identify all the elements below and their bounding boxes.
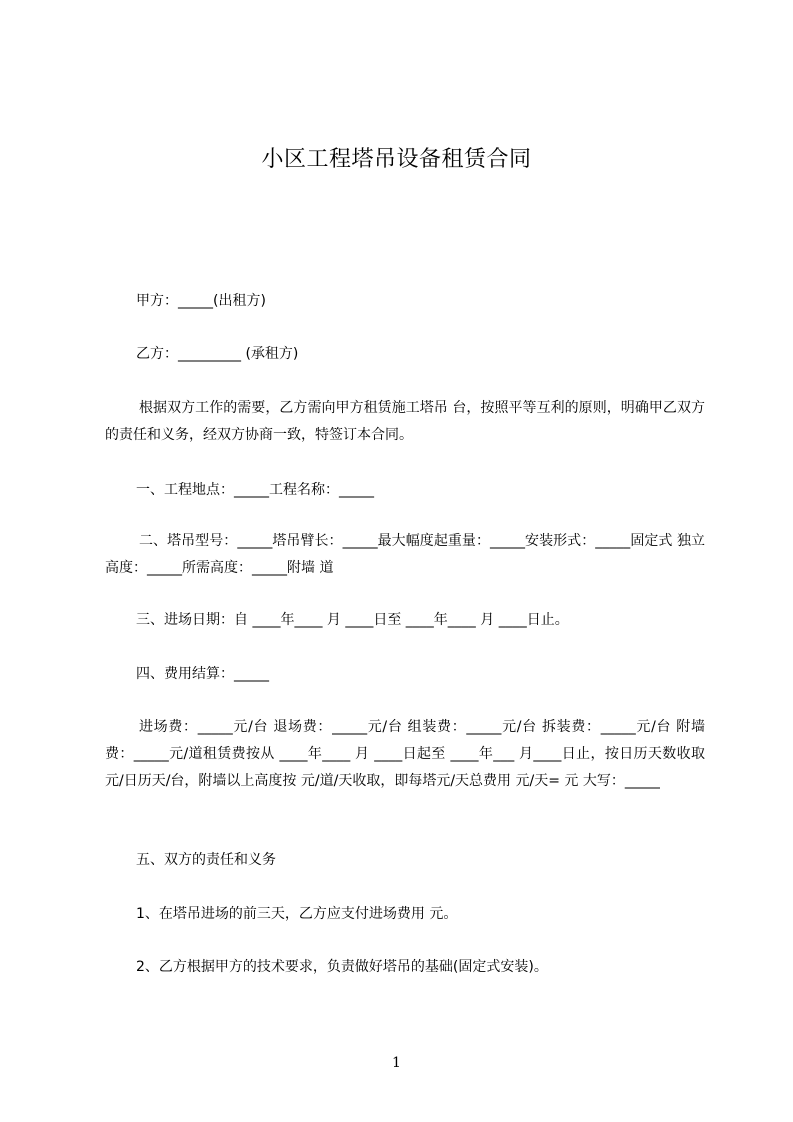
responsibility-item-2: 2、乙方根据甲方的技术要求，负责做好塔吊的基础(固定式安装)。 xyxy=(136,959,548,975)
clause-responsibilities: 五、双方的责任和义务 xyxy=(136,852,276,868)
fee-details-paragraph: 进场费：_____元/台 退场费：_____元/台 组装费：_____元/台 拆装费：_____元/台 附墙费：_____元/道租赁费按从 ____年____ 月 ____日起至 ____年___ 月____日止，按日历天数收取 元/日历天/台，附墙以上高度按 元/道/天收取，即每塔元/天总费用 元/天= 元 大写：_____ xyxy=(105,719,705,789)
page-number: 1 xyxy=(392,1055,401,1071)
party-b-line: 乙方：_________ (承租方) xyxy=(136,346,299,362)
preamble-paragraph: 根据双方工作的需要，乙方需向甲方租赁施工塔吊 台，按照平等互利的原则，明确甲乙双方的责任和义务，经双方协商一致，特签订本合同。 xyxy=(105,400,705,443)
document-title: 小区工程塔吊设备租赁合同 xyxy=(261,147,532,172)
clause-entry-date: 三、进场日期：自 ____年____ 月 ____日至 ____年____ 月 ____日止。 xyxy=(136,612,569,628)
clause-crane-spec: 二、塔吊型号：_____塔吊臂长：_____最大幅度起重量：_____安装形式：_____固定式 独立高度：_____所需高度：_____附墙 道 xyxy=(105,533,705,576)
party-a-line: 甲方：_____(出租方) xyxy=(136,293,266,309)
clause-fee-settlement: 四、费用结算：_____ xyxy=(136,666,269,682)
clause-project-location: 一、工程地点：_____工程名称：_____ xyxy=(136,482,374,498)
responsibility-item-1: 1、在塔吊进场的前三天，乙方应支付进场费用 元。 xyxy=(136,906,458,922)
